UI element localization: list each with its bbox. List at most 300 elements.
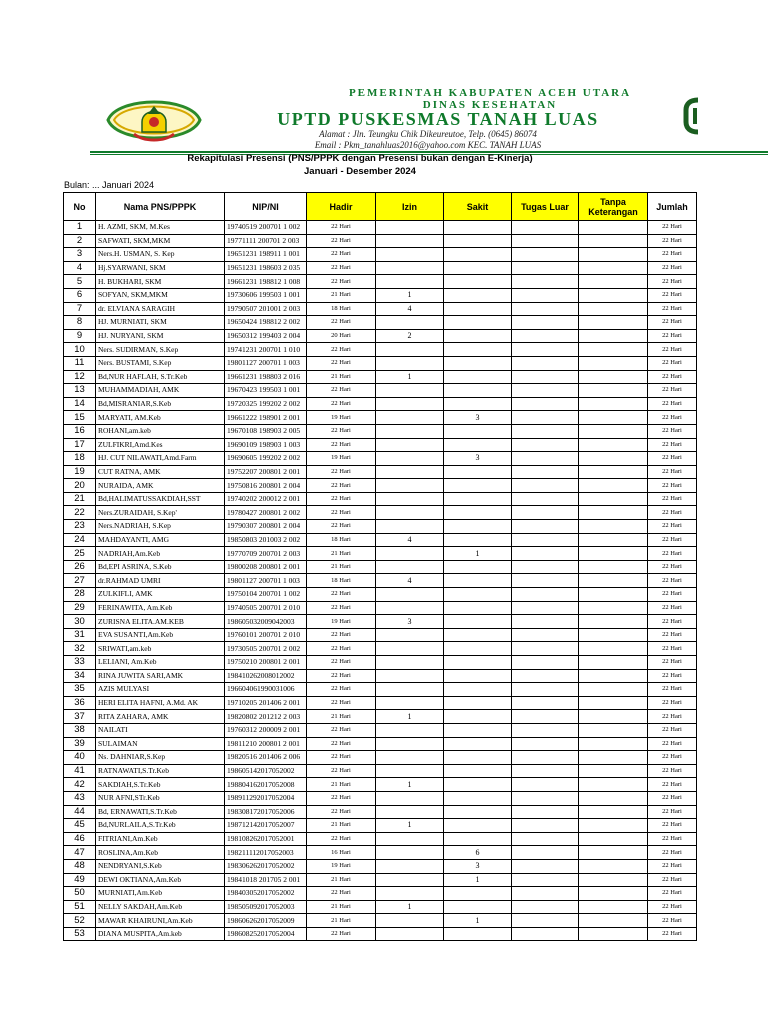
cell-nama: AZIS MULYASI bbox=[96, 683, 225, 697]
cell-tugas-luar bbox=[512, 465, 579, 479]
cell-no: 31 bbox=[64, 628, 96, 642]
cell-nama: Bd,NUR HAFLAH, S.Tr.Keb bbox=[96, 370, 225, 384]
cell-izin: 1 bbox=[376, 819, 444, 833]
cell-izin bbox=[376, 805, 444, 819]
cell-tanpa-keterangan bbox=[579, 343, 648, 357]
cell-tugas-luar bbox=[512, 927, 579, 941]
cell-no: 35 bbox=[64, 683, 96, 697]
table-row bbox=[64, 710, 697, 724]
cell-nip: 19780427 200801 2 002 bbox=[225, 506, 307, 520]
cell-hadir: 22 Hari bbox=[307, 696, 376, 710]
cell-tugas-luar bbox=[512, 628, 579, 642]
cell-nip: 198608252017052004 bbox=[225, 927, 307, 941]
table-row bbox=[64, 927, 697, 941]
col-izin-header: Izin bbox=[376, 193, 444, 221]
cell-tugas-luar bbox=[512, 424, 579, 438]
cell-izin bbox=[376, 261, 444, 275]
cell-tugas-luar bbox=[512, 723, 579, 737]
cell-izin bbox=[376, 356, 444, 370]
table-row bbox=[64, 397, 697, 411]
cell-nama: EVA SUSANTI,Am.Keb bbox=[96, 628, 225, 642]
cell-tanpa-keterangan bbox=[579, 302, 648, 316]
cell-sakit bbox=[444, 221, 512, 235]
cell-tugas-luar bbox=[512, 533, 579, 547]
cell-no: 22 bbox=[64, 506, 96, 520]
aceh-utara-emblem-icon bbox=[104, 86, 204, 152]
cell-nama: HERI ELITA HAFNI, A.Md. AK bbox=[96, 696, 225, 710]
cell-nama: Ners. BUSTAMI, S.Kep bbox=[96, 356, 225, 370]
cell-izin bbox=[376, 601, 444, 615]
cell-izin bbox=[376, 384, 444, 398]
cell-izin bbox=[376, 887, 444, 901]
cell-nama: ROHANI,am.keb bbox=[96, 424, 225, 438]
letterhead-government: PEMERINTAH KABUPATEN ACEH UTARA bbox=[348, 87, 632, 99]
cell-jumlah: 22 Hari bbox=[648, 859, 697, 873]
cell-no: 21 bbox=[64, 492, 96, 506]
cell-tugas-luar bbox=[512, 642, 579, 656]
table-row bbox=[64, 221, 697, 235]
cell-nip: 19741231 200701 1 010 bbox=[225, 343, 307, 357]
letterhead bbox=[0, 0, 768, 160]
cell-sakit bbox=[444, 316, 512, 330]
table-row bbox=[64, 465, 697, 479]
cell-tugas-luar bbox=[512, 302, 579, 316]
cell-nama: MARYATI, AM.Keb bbox=[96, 411, 225, 425]
cell-sakit bbox=[444, 465, 512, 479]
cell-sakit bbox=[444, 588, 512, 602]
cell-no: 4 bbox=[64, 261, 96, 275]
cell-izin bbox=[376, 723, 444, 737]
cell-izin: 3 bbox=[376, 615, 444, 629]
cell-sakit bbox=[444, 234, 512, 248]
cell-sakit bbox=[444, 438, 512, 452]
cell-nip: 198410262008012002 bbox=[225, 669, 307, 683]
cell-nama: HJ. MURNIATI, SKM bbox=[96, 316, 225, 330]
cell-sakit bbox=[444, 819, 512, 833]
cell-tanpa-keterangan bbox=[579, 288, 648, 302]
cell-tugas-luar bbox=[512, 791, 579, 805]
cell-sakit: 6 bbox=[444, 846, 512, 860]
cell-tanpa-keterangan bbox=[579, 805, 648, 819]
cell-jumlah: 22 Hari bbox=[648, 778, 697, 792]
cell-nama: HJ. CUT NILAWATI,Amd.Farm bbox=[96, 452, 225, 466]
cell-tugas-luar bbox=[512, 751, 579, 765]
cell-sakit: 1 bbox=[444, 547, 512, 561]
cell-tugas-luar bbox=[512, 234, 579, 248]
cell-jumlah: 22 Hari bbox=[648, 628, 697, 642]
cell-tanpa-keterangan bbox=[579, 832, 648, 846]
cell-nip: 19650424 198812 2 002 bbox=[225, 316, 307, 330]
cell-tugas-luar bbox=[512, 900, 579, 914]
cell-sakit bbox=[444, 384, 512, 398]
cell-izin bbox=[376, 628, 444, 642]
cell-jumlah: 22 Hari bbox=[648, 914, 697, 928]
cell-jumlah: 22 Hari bbox=[648, 710, 697, 724]
cell-tanpa-keterangan bbox=[579, 737, 648, 751]
cell-izin bbox=[376, 914, 444, 928]
cell-jumlah: 22 Hari bbox=[648, 819, 697, 833]
cell-tanpa-keterangan bbox=[579, 846, 648, 860]
cell-hadir: 20 Hari bbox=[307, 329, 376, 343]
cell-tanpa-keterangan bbox=[579, 588, 648, 602]
cell-no: 13 bbox=[64, 384, 96, 398]
cell-hadir: 21 Hari bbox=[307, 778, 376, 792]
cell-izin: 1 bbox=[376, 288, 444, 302]
cell-izin bbox=[376, 832, 444, 846]
cell-tanpa-keterangan bbox=[579, 859, 648, 873]
cell-tanpa-keterangan bbox=[579, 492, 648, 506]
cell-izin bbox=[376, 520, 444, 534]
cell-nip: 19752207 200801 2 001 bbox=[225, 465, 307, 479]
cell-sakit bbox=[444, 927, 512, 941]
table-row bbox=[64, 628, 697, 642]
cell-nip: 19750210 200801 2 001 bbox=[225, 656, 307, 670]
cell-no: 50 bbox=[64, 887, 96, 901]
cell-jumlah: 22 Hari bbox=[648, 492, 697, 506]
table-row bbox=[64, 547, 697, 561]
cell-tugas-luar bbox=[512, 859, 579, 873]
cell-no: 40 bbox=[64, 751, 96, 765]
cell-jumlah: 22 Hari bbox=[648, 805, 697, 819]
cell-jumlah: 22 Hari bbox=[648, 832, 697, 846]
cell-hadir: 22 Hari bbox=[307, 316, 376, 330]
cell-nama: SAKDIAH,S.Tr.Keb bbox=[96, 778, 225, 792]
cell-jumlah: 22 Hari bbox=[648, 452, 697, 466]
cell-jumlah: 22 Hari bbox=[648, 642, 697, 656]
cell-nama: Ners.NADRIAH, S.Kep bbox=[96, 520, 225, 534]
cell-izin bbox=[376, 696, 444, 710]
cell-nama: NENDRYANI,S.Keb bbox=[96, 859, 225, 873]
cell-tugas-luar bbox=[512, 492, 579, 506]
cell-no: 49 bbox=[64, 873, 96, 887]
table-header-row bbox=[64, 193, 697, 221]
cell-hadir: 22 Hari bbox=[307, 221, 376, 235]
table-row bbox=[64, 275, 697, 289]
cell-sakit bbox=[444, 343, 512, 357]
cell-tanpa-keterangan bbox=[579, 696, 648, 710]
cell-hadir: 22 Hari bbox=[307, 397, 376, 411]
cell-izin bbox=[376, 683, 444, 697]
table-row bbox=[64, 343, 697, 357]
table-row bbox=[64, 914, 697, 928]
cell-nip: 198804162017052008 bbox=[225, 778, 307, 792]
cell-nama: CUT RATNA, AMK bbox=[96, 465, 225, 479]
table-row bbox=[64, 615, 697, 629]
cell-no: 14 bbox=[64, 397, 96, 411]
cell-hadir: 22 Hari bbox=[307, 764, 376, 778]
cell-nip: 19670108 198903 2 005 bbox=[225, 424, 307, 438]
cell-jumlah: 22 Hari bbox=[648, 656, 697, 670]
cell-nip: 19801127 200701 1 003 bbox=[225, 574, 307, 588]
cell-tugas-luar bbox=[512, 914, 579, 928]
cell-no: 36 bbox=[64, 696, 96, 710]
cell-nip: 19661231 198812 1 008 bbox=[225, 275, 307, 289]
cell-tanpa-keterangan bbox=[579, 506, 648, 520]
cell-izin bbox=[376, 588, 444, 602]
cell-nama: Bd,MISRANIAR,S.Keb bbox=[96, 397, 225, 411]
cell-sakit bbox=[444, 710, 512, 724]
cell-hadir: 22 Hari bbox=[307, 588, 376, 602]
table-row bbox=[64, 887, 697, 901]
cell-hadir: 22 Hari bbox=[307, 520, 376, 534]
cell-nama: SRIWATI,am.keb bbox=[96, 642, 225, 656]
document-period: Januari - Desember 2024 bbox=[304, 166, 416, 177]
cell-sakit: 1 bbox=[444, 914, 512, 928]
table-row bbox=[64, 329, 697, 343]
cell-no: 28 bbox=[64, 588, 96, 602]
document-title: Rekapitulasi Presensi (PNS/PPPK dengan Presensi bukan dengan E-Kinerja) bbox=[187, 153, 533, 164]
cell-nip: 19790307 200801 2 004 bbox=[225, 520, 307, 534]
cell-jumlah: 22 Hari bbox=[648, 506, 697, 520]
cell-hadir: 22 Hari bbox=[307, 669, 376, 683]
cell-nip: 19661222 198901 2 001 bbox=[225, 411, 307, 425]
cell-sakit bbox=[444, 520, 512, 534]
cell-nip: 198605142017052002 bbox=[225, 764, 307, 778]
cell-tanpa-keterangan bbox=[579, 656, 648, 670]
table-row bbox=[64, 438, 697, 452]
cell-nip: 198403052017052002 bbox=[225, 887, 307, 901]
cell-tugas-luar bbox=[512, 601, 579, 615]
cell-sakit bbox=[444, 560, 512, 574]
cell-tanpa-keterangan bbox=[579, 669, 648, 683]
cell-no: 16 bbox=[64, 424, 96, 438]
cell-izin bbox=[376, 846, 444, 860]
cell-jumlah: 22 Hari bbox=[648, 424, 697, 438]
cell-sakit bbox=[444, 615, 512, 629]
cell-tugas-luar bbox=[512, 574, 579, 588]
col-tanpa-keterangan-header: Tanpa Keterangan bbox=[579, 193, 648, 221]
cell-no: 30 bbox=[64, 615, 96, 629]
cell-no: 38 bbox=[64, 723, 96, 737]
cell-nip: 19670423 199503 1 001 bbox=[225, 384, 307, 398]
cell-nip: 19740519 200701 1 002 bbox=[225, 221, 307, 235]
cell-jumlah: 22 Hari bbox=[648, 288, 697, 302]
cell-jumlah: 22 Hari bbox=[648, 411, 697, 425]
cell-nip: 19730606 199503 1 001 bbox=[225, 288, 307, 302]
cell-hadir: 22 Hari bbox=[307, 506, 376, 520]
cell-izin: 1 bbox=[376, 900, 444, 914]
cell-hadir: 22 Hari bbox=[307, 248, 376, 262]
cell-nama: MUHAMMADIAH, AMK bbox=[96, 384, 225, 398]
table-row bbox=[64, 424, 697, 438]
cell-nama: MAWAR KHAIRUNI,Am.Keb bbox=[96, 914, 225, 928]
cell-jumlah: 22 Hari bbox=[648, 723, 697, 737]
cell-nama: H. BUKHARI, SKM bbox=[96, 275, 225, 289]
cell-hadir: 21 Hari bbox=[307, 900, 376, 914]
cell-tugas-luar bbox=[512, 656, 579, 670]
cell-nip: 19841018 201705 2 001 bbox=[225, 873, 307, 887]
cell-izin bbox=[376, 234, 444, 248]
cell-nip: 19651231 198911 1 001 bbox=[225, 248, 307, 262]
cell-izin bbox=[376, 547, 444, 561]
cell-izin bbox=[376, 452, 444, 466]
cell-nama: Bd,HALIMATUSSAKDIAH,SST bbox=[96, 492, 225, 506]
cell-izin: 4 bbox=[376, 302, 444, 316]
cell-nama: Ns. DAHNIAR,S.Kep bbox=[96, 751, 225, 765]
cell-jumlah: 22 Hari bbox=[648, 397, 697, 411]
cell-nama: Hj.SYARWANI, SKM bbox=[96, 261, 225, 275]
cell-sakit bbox=[444, 356, 512, 370]
cell-sakit: 3 bbox=[444, 859, 512, 873]
cell-hadir: 22 Hari bbox=[307, 656, 376, 670]
cell-tugas-luar bbox=[512, 438, 579, 452]
cell-no: 5 bbox=[64, 275, 96, 289]
cell-jumlah: 22 Hari bbox=[648, 234, 697, 248]
cell-izin bbox=[376, 316, 444, 330]
cell-izin bbox=[376, 859, 444, 873]
cell-sakit bbox=[444, 261, 512, 275]
cell-tanpa-keterangan bbox=[579, 887, 648, 901]
cell-izin bbox=[376, 927, 444, 941]
cell-tugas-luar bbox=[512, 397, 579, 411]
cell-tugas-luar bbox=[512, 479, 579, 493]
table-row bbox=[64, 805, 697, 819]
table-row bbox=[64, 819, 697, 833]
cell-sakit bbox=[444, 492, 512, 506]
cell-tanpa-keterangan bbox=[579, 479, 648, 493]
cell-tanpa-keterangan bbox=[579, 601, 648, 615]
table-row bbox=[64, 370, 697, 384]
cell-tugas-luar bbox=[512, 764, 579, 778]
table-row bbox=[64, 288, 697, 302]
cell-izin bbox=[376, 642, 444, 656]
cell-jumlah: 22 Hari bbox=[648, 438, 697, 452]
cell-no: 51 bbox=[64, 900, 96, 914]
cell-no: 44 bbox=[64, 805, 96, 819]
cell-tanpa-keterangan bbox=[579, 384, 648, 398]
cell-tugas-luar bbox=[512, 737, 579, 751]
cell-izin bbox=[376, 492, 444, 506]
cell-sakit bbox=[444, 248, 512, 262]
cell-sakit bbox=[444, 275, 512, 289]
cell-jumlah: 22 Hari bbox=[648, 751, 697, 765]
cell-sakit bbox=[444, 642, 512, 656]
cell-nip: 19770709 200701 2 003 bbox=[225, 547, 307, 561]
cell-izin bbox=[376, 275, 444, 289]
cell-no: 12 bbox=[64, 370, 96, 384]
cell-nama: RATNAWATI,S.Tr.Keb bbox=[96, 764, 225, 778]
cell-nama: LELIANI, Am.Keb bbox=[96, 656, 225, 670]
cell-sakit bbox=[444, 900, 512, 914]
cell-nip: 19760312 200009 2 001 bbox=[225, 723, 307, 737]
cell-sakit bbox=[444, 479, 512, 493]
cell-hadir: 21 Hari bbox=[307, 819, 376, 833]
cell-sakit bbox=[444, 656, 512, 670]
cell-tanpa-keterangan bbox=[579, 547, 648, 561]
table-row bbox=[64, 900, 697, 914]
cell-hadir: 22 Hari bbox=[307, 628, 376, 642]
col-nip-header: NIP/NI bbox=[225, 193, 307, 221]
cell-tanpa-keterangan bbox=[579, 221, 648, 235]
cell-hadir: 22 Hari bbox=[307, 927, 376, 941]
cell-nama: Ners. SUDIRMAN, S.Kep bbox=[96, 343, 225, 357]
cell-tugas-luar bbox=[512, 370, 579, 384]
cell-tanpa-keterangan bbox=[579, 261, 648, 275]
cell-tanpa-keterangan bbox=[579, 791, 648, 805]
cell-tugas-luar bbox=[512, 248, 579, 262]
cell-jumlah: 22 Hari bbox=[648, 887, 697, 901]
cell-jumlah: 22 Hari bbox=[648, 343, 697, 357]
cell-no: 15 bbox=[64, 411, 96, 425]
cell-no: 6 bbox=[64, 288, 96, 302]
cell-izin bbox=[376, 397, 444, 411]
cell-tugas-luar bbox=[512, 683, 579, 697]
cell-jumlah: 22 Hari bbox=[648, 560, 697, 574]
cell-sakit bbox=[444, 723, 512, 737]
cell-no: 26 bbox=[64, 560, 96, 574]
cell-hadir: 18 Hari bbox=[307, 302, 376, 316]
cell-no: 53 bbox=[64, 927, 96, 941]
col-no-header: No bbox=[64, 193, 96, 221]
cell-tanpa-keterangan bbox=[579, 438, 648, 452]
cell-no: 20 bbox=[64, 479, 96, 493]
cell-tanpa-keterangan bbox=[579, 316, 648, 330]
cell-izin: 1 bbox=[376, 370, 444, 384]
cell-hadir: 22 Hari bbox=[307, 424, 376, 438]
cell-tanpa-keterangan bbox=[579, 764, 648, 778]
cell-hadir: 22 Hari bbox=[307, 384, 376, 398]
cell-tugas-luar bbox=[512, 819, 579, 833]
table-row bbox=[64, 506, 697, 520]
cell-jumlah: 22 Hari bbox=[648, 696, 697, 710]
cell-jumlah: 22 Hari bbox=[648, 873, 697, 887]
col-jumlah-header: Jumlah bbox=[648, 193, 697, 221]
col-nama-header: Nama PNS/PPPK bbox=[96, 193, 225, 221]
table-row bbox=[64, 683, 697, 697]
cell-tanpa-keterangan bbox=[579, 574, 648, 588]
cell-izin bbox=[376, 411, 444, 425]
cell-tanpa-keterangan bbox=[579, 927, 648, 941]
cell-no: 17 bbox=[64, 438, 96, 452]
cell-jumlah: 22 Hari bbox=[648, 764, 697, 778]
cell-izin: 4 bbox=[376, 574, 444, 588]
cell-izin bbox=[376, 737, 444, 751]
cell-tugas-luar bbox=[512, 696, 579, 710]
table-row bbox=[64, 261, 697, 275]
cell-nip: 19771111 200701 2 003 bbox=[225, 234, 307, 248]
cell-hadir: 22 Hari bbox=[307, 492, 376, 506]
cell-nama: ROSLINA,Am.Keb bbox=[96, 846, 225, 860]
cell-tanpa-keterangan bbox=[579, 533, 648, 547]
cell-izin bbox=[376, 751, 444, 765]
cell-hadir: 21 Hari bbox=[307, 547, 376, 561]
cell-nama: RINA JUWITA SARI,AMK bbox=[96, 669, 225, 683]
cell-hadir: 22 Hari bbox=[307, 343, 376, 357]
cell-hadir: 19 Hari bbox=[307, 615, 376, 629]
table-row bbox=[64, 751, 697, 765]
cell-hadir: 19 Hari bbox=[307, 859, 376, 873]
cell-izin bbox=[376, 343, 444, 357]
cell-sakit bbox=[444, 628, 512, 642]
cell-nip: 19850803 201003 2 002 bbox=[225, 533, 307, 547]
cell-jumlah: 22 Hari bbox=[648, 669, 697, 683]
cell-nama: Bd,EPI ASRINA, S.Keb bbox=[96, 560, 225, 574]
cell-sakit bbox=[444, 669, 512, 683]
cell-tugas-luar bbox=[512, 343, 579, 357]
cell-tugas-luar bbox=[512, 832, 579, 846]
cell-nip: 198211112017052003 bbox=[225, 846, 307, 860]
cell-hadir: 19 Hari bbox=[307, 411, 376, 425]
cell-sakit bbox=[444, 302, 512, 316]
cell-hadir: 22 Hari bbox=[307, 683, 376, 697]
cell-no: 32 bbox=[64, 642, 96, 656]
cell-tanpa-keterangan bbox=[579, 465, 648, 479]
cell-hadir: 21 Hari bbox=[307, 560, 376, 574]
cell-jumlah: 22 Hari bbox=[648, 520, 697, 534]
cell-nama: H. AZMI, SKM, M.Kes bbox=[96, 221, 225, 235]
cell-nama: dr.RAHMAD UMRI bbox=[96, 574, 225, 588]
cell-jumlah: 22 Hari bbox=[648, 791, 697, 805]
